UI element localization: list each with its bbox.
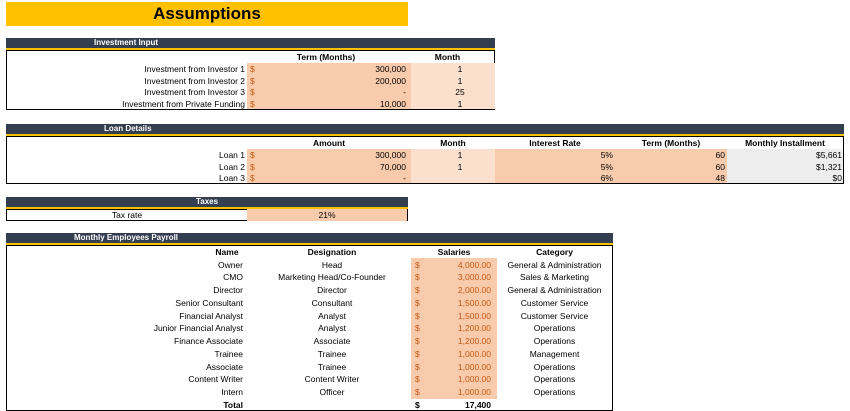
page-title: Assumptions	[6, 2, 408, 26]
payroll-row-category: Operations	[533, 323, 576, 334]
payroll-row-name: Senior Consultant	[175, 297, 243, 308]
loan-row-currency: $	[250, 150, 255, 160]
payroll-row-designation: Trainee	[317, 361, 347, 372]
payroll-col-salaries: Salaries	[437, 247, 471, 257]
payroll-row-category: Operations	[533, 387, 576, 397]
payroll-row-designation: Marketing Head/Co-Founder	[278, 272, 386, 283]
payroll-row-currency: $	[415, 272, 420, 283]
loan-row-label: Loan 1	[219, 150, 245, 160]
investment-section-header	[6, 38, 495, 50]
payroll-row-category: Operations	[533, 374, 576, 385]
payroll-row-category: Operations	[533, 361, 576, 372]
payroll-row-currency: $	[415, 361, 420, 372]
payroll-row-designation: Associate	[313, 336, 351, 346]
loan-row-term: 60	[715, 161, 725, 172]
payroll-row-currency: $	[415, 348, 420, 359]
payroll-row-currency: $	[415, 323, 420, 334]
payroll-row-category: Sales & Marketing	[520, 272, 589, 283]
loan-row-month: 1	[457, 161, 463, 172]
investment-row-currency: $	[250, 98, 255, 109]
payroll-total-value: 17,400	[465, 400, 491, 410]
payroll-row-designation: Head	[321, 259, 343, 270]
investment-row-label: Investment from Investor 2	[144, 75, 245, 86]
payroll-header-label: Monthly Employees Payroll	[74, 233, 179, 242]
payroll-row-category: General & Administration	[507, 285, 602, 295]
payroll-row-category: Customer Service	[520, 297, 589, 308]
payroll-row-currency: $	[415, 310, 420, 321]
payroll-total-label: Total	[223, 400, 243, 410]
loan-table	[6, 136, 844, 184]
investment-row-currency: $	[250, 64, 255, 74]
investment-row-month: 1	[457, 98, 463, 109]
payroll-row-salary: 1,500.00	[457, 310, 491, 321]
taxes-header-label: Taxes	[195, 197, 219, 206]
investment-row-amount: -	[403, 87, 406, 97]
loan-section-header	[6, 124, 844, 136]
loan-row-month	[411, 172, 509, 184]
loan-col-amount: Amount	[312, 138, 346, 148]
loan-header-label: Loan Details	[104, 124, 152, 133]
payroll-row-designation: Analyst	[318, 323, 346, 334]
loan-col-month: Month	[440, 138, 466, 148]
loan-row-rate: 6%	[600, 173, 613, 183]
payroll-row-salary: 1,000.00	[457, 361, 491, 372]
loan-row-installment: $5,661	[816, 150, 842, 160]
payroll-row-designation: Content Writer	[304, 374, 360, 385]
loan-col-installment: Monthly Installment	[745, 138, 825, 148]
loan-col-term: Term (Months)	[641, 138, 701, 148]
payroll-row-name: Finance Associate	[174, 336, 243, 346]
payroll-row-category: General & Administration	[507, 259, 602, 270]
payroll-col-designation: Designation	[307, 247, 357, 257]
investment-row-amount: 10,000	[380, 98, 406, 109]
loan-row-amount: -	[403, 173, 406, 183]
payroll-col-category: Category	[536, 247, 573, 257]
payroll-row-salary: 3,000.00	[457, 272, 491, 283]
payroll-row-salary: 4,000.00	[457, 259, 491, 270]
payroll-row-designation: Trainee	[317, 348, 347, 359]
loan-row-term: 48	[715, 173, 725, 183]
payroll-total-currency: $	[415, 400, 420, 410]
investment-col-month: Month	[434, 52, 461, 62]
payroll-row-designation: Director	[317, 285, 347, 295]
payroll-row-name: Trainee	[214, 348, 243, 359]
loan-row-label: Loan 3	[219, 173, 245, 183]
investment-row-label: Investment from Private Funding	[122, 98, 245, 109]
tax-rate-value: 21%	[247, 209, 407, 221]
loan-row-currency: $	[250, 173, 255, 183]
investment-row-month: 25	[455, 87, 465, 97]
payroll-row-salary: 1,200.00	[457, 336, 491, 346]
payroll-row-name: Director	[213, 285, 243, 295]
loan-row-rate: 5%	[600, 161, 613, 172]
loan-row-month: 1	[457, 150, 463, 160]
loan-row-installment: $0	[832, 173, 842, 183]
payroll-row-name: Intern	[221, 387, 243, 397]
taxes-table	[6, 209, 408, 221]
payroll-row-designation: Analyst	[318, 310, 346, 321]
investment-row-label: Investment from Investor 3	[144, 87, 245, 97]
payroll-row-currency: $	[415, 336, 420, 346]
payroll-row-name: Junior Financial Analyst	[153, 323, 243, 334]
loan-row-amount: 70,000	[380, 161, 406, 172]
payroll-row-salary: 1,000.00	[457, 348, 491, 359]
payroll-row-name: Financial Analyst	[179, 310, 243, 321]
loan-row-rate: 5%	[600, 150, 613, 160]
payroll-row-name: Owner	[217, 259, 243, 270]
payroll-section-header	[6, 233, 613, 245]
investment-row-month: 1	[457, 64, 463, 74]
investment-row-month: 1	[457, 75, 463, 86]
investment-row-currency: $	[250, 75, 255, 86]
payroll-row-salary: 1,500.00	[457, 297, 491, 308]
payroll-row-name: Content Writer	[188, 374, 243, 385]
payroll-row-name: CMO	[223, 272, 243, 283]
investment-header-label: Investment Input	[94, 38, 159, 47]
payroll-row-salary: 1,200.00	[457, 323, 491, 334]
payroll-row-currency: $	[415, 285, 420, 295]
payroll-row-currency: $	[415, 259, 420, 270]
loan-row-currency: $	[250, 161, 255, 172]
payroll-col-name: Name	[215, 247, 239, 257]
payroll-row-currency: $	[415, 297, 420, 308]
loan-col-rate: Interest Rate	[529, 138, 581, 148]
payroll-row-currency: $	[415, 374, 420, 385]
payroll-row-salary: 2,000.00	[457, 285, 491, 295]
payroll-row-designation: Consultant	[311, 297, 353, 308]
investment-row-amount: 300,000	[375, 64, 406, 74]
payroll-row-name: Associate	[206, 361, 243, 372]
loan-row-term: 60	[715, 150, 725, 160]
payroll-row-category: Operations	[533, 336, 576, 346]
payroll-row-designation: Officer	[319, 387, 345, 397]
investment-row-label: Investment from Investor 1	[144, 64, 245, 74]
payroll-row-category: Management	[529, 348, 580, 359]
taxes-section-header	[6, 197, 408, 209]
investment-col-term: Term (Months)	[296, 52, 356, 62]
payroll-row-salary: 1,000.00	[457, 374, 491, 385]
loan-row-label: Loan 2	[219, 161, 245, 172]
loan-row-installment: $1,321	[816, 161, 842, 172]
loan-row-amount: 300,000	[375, 150, 406, 160]
tax-rate-label: Tax rate	[111, 210, 143, 220]
payroll-table	[6, 245, 613, 411]
payroll-row-currency: $	[415, 387, 420, 397]
investment-row-amount: 200,000	[375, 75, 406, 86]
payroll-row-salary: 1,000.00	[457, 387, 491, 397]
payroll-row-category: Customer Service	[520, 310, 589, 321]
investment-row-currency: $	[250, 87, 255, 97]
investment-table	[6, 50, 495, 110]
